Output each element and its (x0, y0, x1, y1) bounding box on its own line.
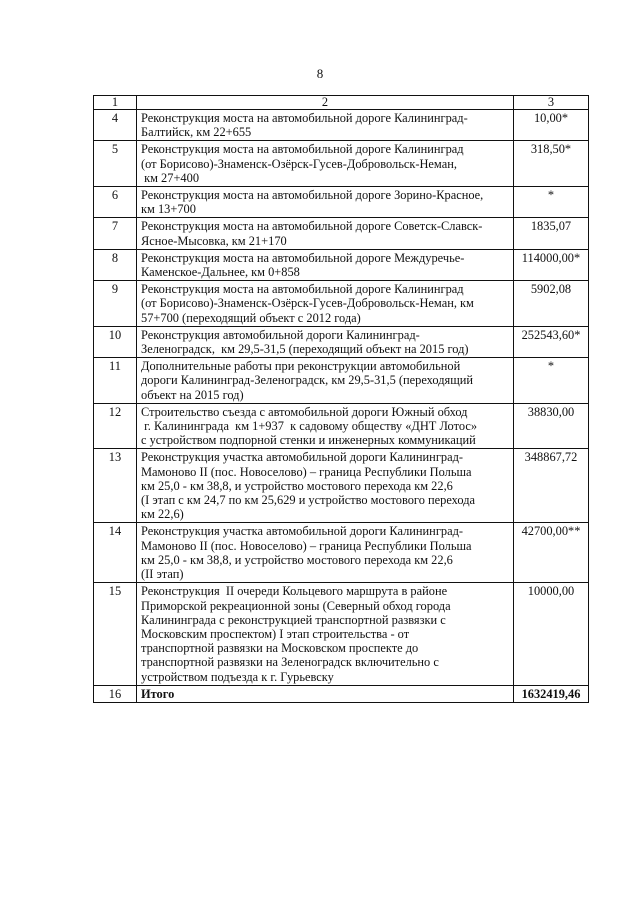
row-number: 8 (94, 249, 137, 280)
description-line: км 13+700 (141, 202, 196, 217)
row-number: 7 (94, 218, 137, 249)
description-line: Реконструкция моста на автомобильной дороге Калининград (141, 282, 464, 297)
row-description (137, 187, 514, 218)
row-amount: 348867,72 (514, 449, 589, 523)
row-amount: 318,50* (514, 141, 589, 187)
description-line: (от Борисово)-Знаменск-Озёрск-Гусев-Добровольск-Неман, км (141, 296, 474, 311)
total-number: 16 (94, 685, 137, 702)
table-row (94, 187, 589, 218)
row-amount: 1835,07 (514, 218, 589, 249)
description-line: с устройством подпорной стенки и инженерных коммуникаций (141, 433, 476, 448)
description-line: Реконструкция участка автомобильной дороги Калининград- (141, 524, 464, 539)
header-col-1: 1 (94, 96, 137, 110)
description-line: Реконструкция моста на автомобильной дороге Междуречье- (141, 250, 465, 265)
description-line: км 22,6) (141, 507, 184, 522)
description-line: устройством подъезда к г. Гурьевску (141, 669, 334, 684)
description-line: (I этап с км 24,7 по км 25,629 и устройство мостового перехода (141, 493, 476, 508)
row-amount: 42700,00** (514, 523, 589, 583)
row-description (137, 110, 514, 141)
row-amount: * (514, 358, 589, 404)
row-description (137, 358, 514, 404)
table-row (94, 218, 589, 249)
header-col-3: 3 (514, 96, 589, 110)
row-number: 4 (94, 110, 137, 141)
description-line: Московским проспектом) I этап строительства - от (141, 626, 410, 641)
row-description (137, 449, 514, 523)
row-amount: 5902,08 (514, 281, 589, 327)
row-number: 11 (94, 358, 137, 404)
description-line: дороги Калининград-Зеленоградск, км 29,5-31,5 (переходящий (141, 373, 474, 388)
row-description (137, 141, 514, 187)
row-amount: 252543,60* (514, 326, 589, 357)
row-amount: 10,00* (514, 110, 589, 141)
row-number: 15 (94, 583, 137, 685)
row-number: 12 (94, 403, 137, 449)
row-amount: 114000,00* (514, 249, 589, 280)
row-description (137, 583, 514, 685)
description-line: Реконструкция моста на автомобильной дороге Советск-Славск- (141, 219, 483, 234)
table-row (94, 358, 589, 404)
row-amount: * (514, 187, 589, 218)
row-number: 14 (94, 523, 137, 583)
row-description (137, 326, 514, 357)
description-line: (от Борисово)-Знаменск-Озёрск-Гусев-Добровольск-Неман, (141, 156, 457, 171)
description-line: Мамоново II (пос. Новоселово) – граница Республики Польша (141, 464, 472, 479)
table-row (94, 523, 589, 583)
description-line: Приморской рекреационной зоны (Северный обход города (141, 598, 451, 613)
description-line: Зеленоградск, км 29,5-31,5 (переходящий объект на 2015 год) (141, 342, 469, 357)
table-row (94, 583, 589, 685)
row-amount: 10000,00 (514, 583, 589, 685)
row-description (137, 281, 514, 327)
description-line: транспортной развязки на Зеленоградск включительно с (141, 655, 439, 670)
description-line: транспортной развязки на Московском проспекте до (141, 641, 419, 656)
table-body (94, 96, 589, 703)
description-line: км 27+400 (141, 170, 200, 185)
description-line: Реконструкция автомобильной дороги Калининград- (141, 327, 420, 342)
description-line: Реконструкция моста на автомобильной дороге Зорино-Красное, (141, 188, 484, 203)
row-number: 13 (94, 449, 137, 523)
description-line: Балтийск, км 22+655 (141, 125, 252, 140)
description-line: Реконструкция II очереди Кольцевого маршрута в районе (141, 584, 448, 599)
description-line: Реконструкция участка автомобильной дороги Калининград- (141, 450, 464, 465)
description-line: 57+700 (переходящий объект с 2012 года) (141, 310, 361, 325)
description-line: Дополнительные работы при реконструкции автомобильной (141, 359, 461, 374)
description-line: Ясное-Мысовка, км 21+170 (141, 233, 287, 248)
row-description (137, 218, 514, 249)
description-line: (II этап) (141, 567, 184, 582)
row-description (137, 249, 514, 280)
row-number: 6 (94, 187, 137, 218)
description-line: Каменское-Дальнее, км 0+858 (141, 265, 300, 280)
total-amount: 1632419,46 (514, 685, 589, 702)
row-amount: 38830,00 (514, 403, 589, 449)
description-line: Реконструкция моста на автомобильной дороге Калининград (141, 142, 464, 157)
table-row (94, 403, 589, 449)
page-number: 8 (316, 66, 324, 81)
header-col-2: 2 (137, 96, 514, 110)
description-line: Мамоново II (пос. Новоселово) – граница Республики Польша (141, 538, 472, 553)
description-line: г. Калининграда км 1+937 к садовому обществу «ДНТ Лотос» (141, 419, 478, 434)
estimate-table (93, 95, 589, 703)
row-number: 10 (94, 326, 137, 357)
table-row (94, 449, 589, 523)
description-line: км 25,0 - км 38,8, и устройство мостового перехода км 22,6 (141, 552, 453, 567)
row-number: 5 (94, 141, 137, 187)
table-row (94, 249, 589, 280)
table-row (94, 326, 589, 357)
description-line: Реконструкция моста на автомобильной дороге Калининград- (141, 111, 468, 125)
description-line: Строительство съезда с автомобильной дороги Южный обход (141, 404, 468, 419)
total-label: Итого (137, 685, 514, 702)
description-line: объект на 2015 год) (141, 387, 244, 402)
description-line: км 25,0 - км 38,8, и устройство мостового перехода км 22,6 (141, 478, 453, 493)
row-description (137, 523, 514, 583)
description-line: Калининграда с реконструкцией транспортной развязки с (141, 612, 446, 627)
row-number: 9 (94, 281, 137, 327)
table-row (94, 141, 589, 187)
table-header-row (94, 96, 589, 110)
row-description (137, 403, 514, 449)
total-row (94, 685, 589, 702)
table-row (94, 281, 589, 327)
table-row (94, 110, 589, 141)
